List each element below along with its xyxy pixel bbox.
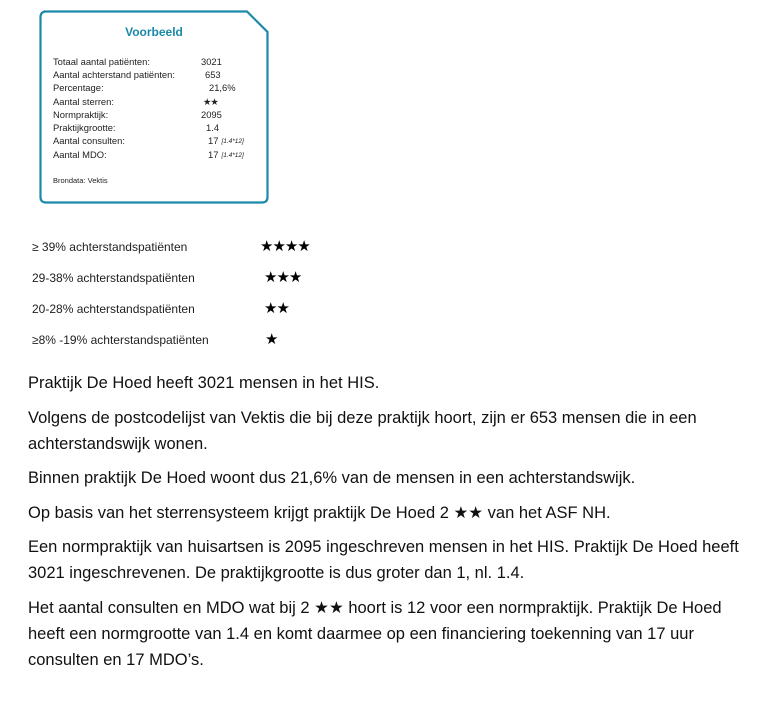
card-row-note: [1.4*12] bbox=[221, 138, 244, 146]
card-row-note: [1.4*12] bbox=[221, 152, 244, 160]
legend-stars: ★★★ bbox=[264, 269, 302, 286]
legend-range: ≥8% -19% achterstandspatiënten bbox=[32, 333, 209, 347]
card-row-label: Totaal aantal patiënten: bbox=[53, 56, 150, 67]
card-row-value: 21,6% bbox=[209, 82, 236, 94]
card-table bbox=[53, 55, 244, 163]
card-row-norm-practice bbox=[53, 108, 244, 121]
card-row-deprivation-patients bbox=[53, 68, 244, 81]
card-row-value: 3021 bbox=[201, 56, 222, 67]
legend-range: 20-28% achterstandspatiënten bbox=[32, 302, 195, 316]
paragraph: Op basis van het sterrensysteem krijgt praktijk De Hoed 2 ★★ van het ASF NH. bbox=[28, 503, 611, 522]
card-row-value: 653 bbox=[205, 69, 221, 81]
paragraph: Een normpraktijk van huisartsen is 2095 ingeschreven mensen in het HIS. Praktijk De Hoed heeft 3021 ingeschrevenen. De praktijkgrootte is dus groter dan 1, nl. 1.4. bbox=[28, 538, 739, 582]
card-row-label: Praktijkgrootte: bbox=[53, 122, 116, 134]
card-row-label: Aantal consulten: bbox=[53, 135, 125, 147]
card-row-percentage bbox=[53, 81, 244, 94]
paragraph: Het aantal consulten en MDO wat bij 2 ★★ hoort is 12 voor een normpraktijk. Praktijk De Hoed heeft een normgrootte van 1.4 en komt daarmee op een financiering toekenning van 17 uur consulten en 17 MDO’s. bbox=[28, 598, 722, 669]
legend-stars: ★ bbox=[265, 331, 278, 348]
legend-range: 29-38% achterstandspatiënten bbox=[32, 271, 195, 285]
card-row-label: Normpraktijk: bbox=[53, 108, 109, 120]
card-source: Brondata: Vektis bbox=[53, 176, 108, 185]
card-row-consults bbox=[53, 134, 244, 148]
card-row-value: ★★ bbox=[203, 95, 218, 107]
card-row-label: Aantal sterren: bbox=[53, 95, 114, 107]
card-row-label: Aantal MDO: bbox=[53, 149, 107, 161]
explanation-text bbox=[28, 370, 743, 681]
paragraph: Praktijk De Hoed heeft 3021 mensen in het HIS. bbox=[28, 374, 380, 392]
card-row-total-patients bbox=[53, 55, 244, 68]
paragraph: Volgens de postcodelijst van Vektis die bij deze praktijk hoort, zijn er 653 mensen die in een achterstandswijk wonen. bbox=[28, 408, 697, 453]
card-title: Voorbeeld bbox=[125, 25, 183, 39]
card-row-value: 1.4 bbox=[206, 122, 220, 134]
card-row-stars bbox=[53, 95, 244, 108]
card-row-value: 17 [1.4*12] bbox=[208, 149, 244, 161]
legend-stars: ★★★★ bbox=[260, 238, 310, 255]
legend-range: ≥ 39% achterstandspatiënten bbox=[32, 240, 188, 254]
example-card bbox=[39, 10, 269, 204]
card-row-value: 17 [1.4*12] bbox=[208, 135, 244, 147]
card-row-mdo bbox=[53, 148, 244, 162]
card-row-label: Aantal achterstand patiënten: bbox=[53, 69, 175, 81]
card-row-label: Percentage: bbox=[53, 82, 104, 94]
paragraph: Binnen praktijk De Hoed woont dus 21,6% van de mensen in een achterstandswijk. bbox=[28, 469, 636, 487]
legend-stars: ★★ bbox=[264, 300, 289, 317]
card-row-practice-size bbox=[53, 121, 244, 134]
card-row-value: 2095 bbox=[201, 108, 222, 120]
